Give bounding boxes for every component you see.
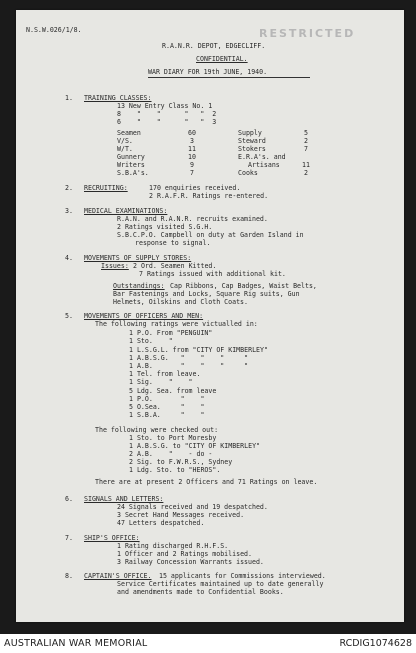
checked-out-line: 1 Sto. to Port Moresby xyxy=(129,434,217,442)
archive-id: RCDIG1074628 xyxy=(339,638,412,649)
trade-name: Stokers xyxy=(238,145,266,153)
trade-count: 11 xyxy=(188,145,196,153)
archive-footer xyxy=(0,634,416,653)
section-heading: CAPTAIN'S OFFICE. xyxy=(84,572,152,580)
section-heading: MOVEMENTS OF OFFICERS AND MEN: xyxy=(84,312,204,320)
section-line: 24 Signals received and 19 despatched. xyxy=(117,503,268,511)
section-heading: TRAINING CLASSES: xyxy=(84,94,152,102)
trade-count: 9 xyxy=(190,161,194,169)
victualled-line: 1 Tel. from leave. xyxy=(129,370,201,378)
victualled-line: 5 O.Sea. " " xyxy=(129,403,205,411)
trade-count: 2 xyxy=(304,169,308,177)
outstandings-label: Outstandings: xyxy=(113,282,165,290)
victualled-line: 5 Ldg. Sea. from leave xyxy=(129,387,217,395)
section-number: 7. xyxy=(65,534,73,542)
document-page xyxy=(16,10,404,622)
checked-out-line: 1 A.B.S.G. to "CITY OF KIMBERLEY" xyxy=(129,442,261,450)
trade-count: 60 xyxy=(188,129,196,137)
trade-name: Supply xyxy=(238,129,262,137)
victualled-line: 1 A.B. " " " " xyxy=(129,362,249,370)
restricted-stamp: RESTRICTED xyxy=(259,27,356,40)
trade-name: Cooks xyxy=(238,169,258,177)
section-number: 2. xyxy=(65,184,73,192)
section-line: response to signal. xyxy=(135,239,211,247)
section-line: R.A.N. and R.A.N.R. recruits examined. xyxy=(117,215,268,223)
section-line: Service Certificates maintained up to date generally xyxy=(117,580,324,588)
trade-name: Artisans xyxy=(248,161,280,169)
class-line: 6 " " " " 3 xyxy=(117,118,217,126)
checked-out-line: 2 Sig. to F.W.R.S., Sydney xyxy=(129,458,233,466)
section-line: 3 Secret Hand Messages received. xyxy=(117,511,245,519)
section-line: S.B.C.P.O. Campbell on duty at Garden Island in xyxy=(117,231,304,239)
trade-name: Seamen xyxy=(117,129,141,137)
victualled-line: 1 A.B.S.G. " " " " xyxy=(129,354,249,362)
victualled-line: 1 P.O. From "PENGUIN" xyxy=(129,329,213,337)
section-line: Cap Ribbons, Cap Badges, Waist Belts, xyxy=(170,282,317,290)
checked-out-line: 1 Ldg. Sto. to "HEROS". xyxy=(129,466,221,474)
section-line: Helmets, Oilskins and Cloth Coats. xyxy=(113,298,248,306)
section-number: 3. xyxy=(65,207,73,215)
section-heading: SHIP'S OFFICE: xyxy=(84,534,140,542)
trade-count: 3 xyxy=(190,137,194,145)
trade-count: 2 xyxy=(304,137,308,145)
classification-label: CONFIDENTIAL. xyxy=(196,55,248,63)
trade-name: Writers xyxy=(117,161,145,169)
trade-name: S.B.A's. xyxy=(117,169,149,177)
victualled-line: 1 Sto. " xyxy=(129,337,173,345)
trade-name: E.R.A's. and xyxy=(238,153,286,161)
section-line: 2 R.A.F.R. Ratings re-entered. xyxy=(149,192,269,200)
trade-name: Gunnery xyxy=(117,153,145,161)
section-heading: RECRUITING: xyxy=(84,184,128,192)
issues-label: Issues: xyxy=(101,262,129,270)
section-line: 170 enquiries received. xyxy=(149,184,241,192)
section-line: Bar Fastenings and Locks, Square Rig suits, Gun xyxy=(113,290,300,298)
victualled-line: 1 Sig. " " xyxy=(129,378,193,386)
section-heading: MEDICAL EXAMINATIONS: xyxy=(84,207,168,215)
trade-name: V/S. xyxy=(117,137,133,145)
trade-count: 7 xyxy=(304,145,308,153)
trade-count: 5 xyxy=(304,129,308,137)
section-number: 6. xyxy=(65,495,73,503)
section-line: 47 Letters despatched. xyxy=(117,519,205,527)
section-number: 1. xyxy=(65,94,73,102)
section-line: 1 Officer and 2 Ratings mobilised. xyxy=(117,550,252,558)
class-line: 13 New Entry Class No. 1 xyxy=(117,102,213,110)
trade-name: W/T. xyxy=(117,145,133,153)
class-line: 8 " " " " 2 xyxy=(117,110,217,118)
section-heading: MOVEMENTS OF SUPPLY STORES: xyxy=(84,254,192,262)
document-header: R.A.N.R. DEPOT, EDGECLIFF. xyxy=(162,42,266,50)
section-line: 2 Ord. Seamen Kitted. xyxy=(133,262,217,270)
document-reference: N.S.W.026/1/8. xyxy=(26,26,82,34)
section-heading: SIGNALS AND LETTERS: xyxy=(84,495,164,503)
victualled-line: 1 P.O. " " xyxy=(129,395,205,403)
section-line: 7 Ratings issued with additional kit. xyxy=(139,270,286,278)
trade-name: Steward xyxy=(238,137,266,145)
document-title: WAR DIARY FOR 19th JUNE, 1940. xyxy=(148,68,268,76)
trade-count: 11 xyxy=(302,161,310,169)
victualled-line: 1 S.B.A. " " xyxy=(129,411,205,419)
trade-count: 10 xyxy=(188,153,196,161)
section-line: The following ratings were victualled in: xyxy=(95,320,258,328)
section-number: 5. xyxy=(65,312,73,320)
victualled-line: 1 L.S.G.L. from "CITY OF KIMBERLEY" xyxy=(129,346,268,354)
section-number: 4. xyxy=(65,254,73,262)
checked-out-line: 2 A.B. " - do - xyxy=(129,450,213,458)
section-line: 1 Rating discharged R.H.F.S. xyxy=(117,542,229,550)
section-line: 3 Railway Concession Warrants issued. xyxy=(117,558,264,566)
section-line: 15 applicants for Commissions interviewed. xyxy=(159,572,326,580)
trade-count: 7 xyxy=(190,169,194,177)
section-line: 2 Ratings visited S.G.H. xyxy=(117,223,213,231)
archive-name: AUSTRALIAN WAR MEMORIAL xyxy=(4,638,148,649)
section-line: The following were checked out: xyxy=(95,426,219,434)
section-line: and amendments made to Confidential Books. xyxy=(117,588,284,596)
section-number: 8. xyxy=(65,572,73,580)
title-underline xyxy=(148,77,310,78)
section-line: There are at present 2 Officers and 71 Ratings on leave. xyxy=(95,478,318,486)
